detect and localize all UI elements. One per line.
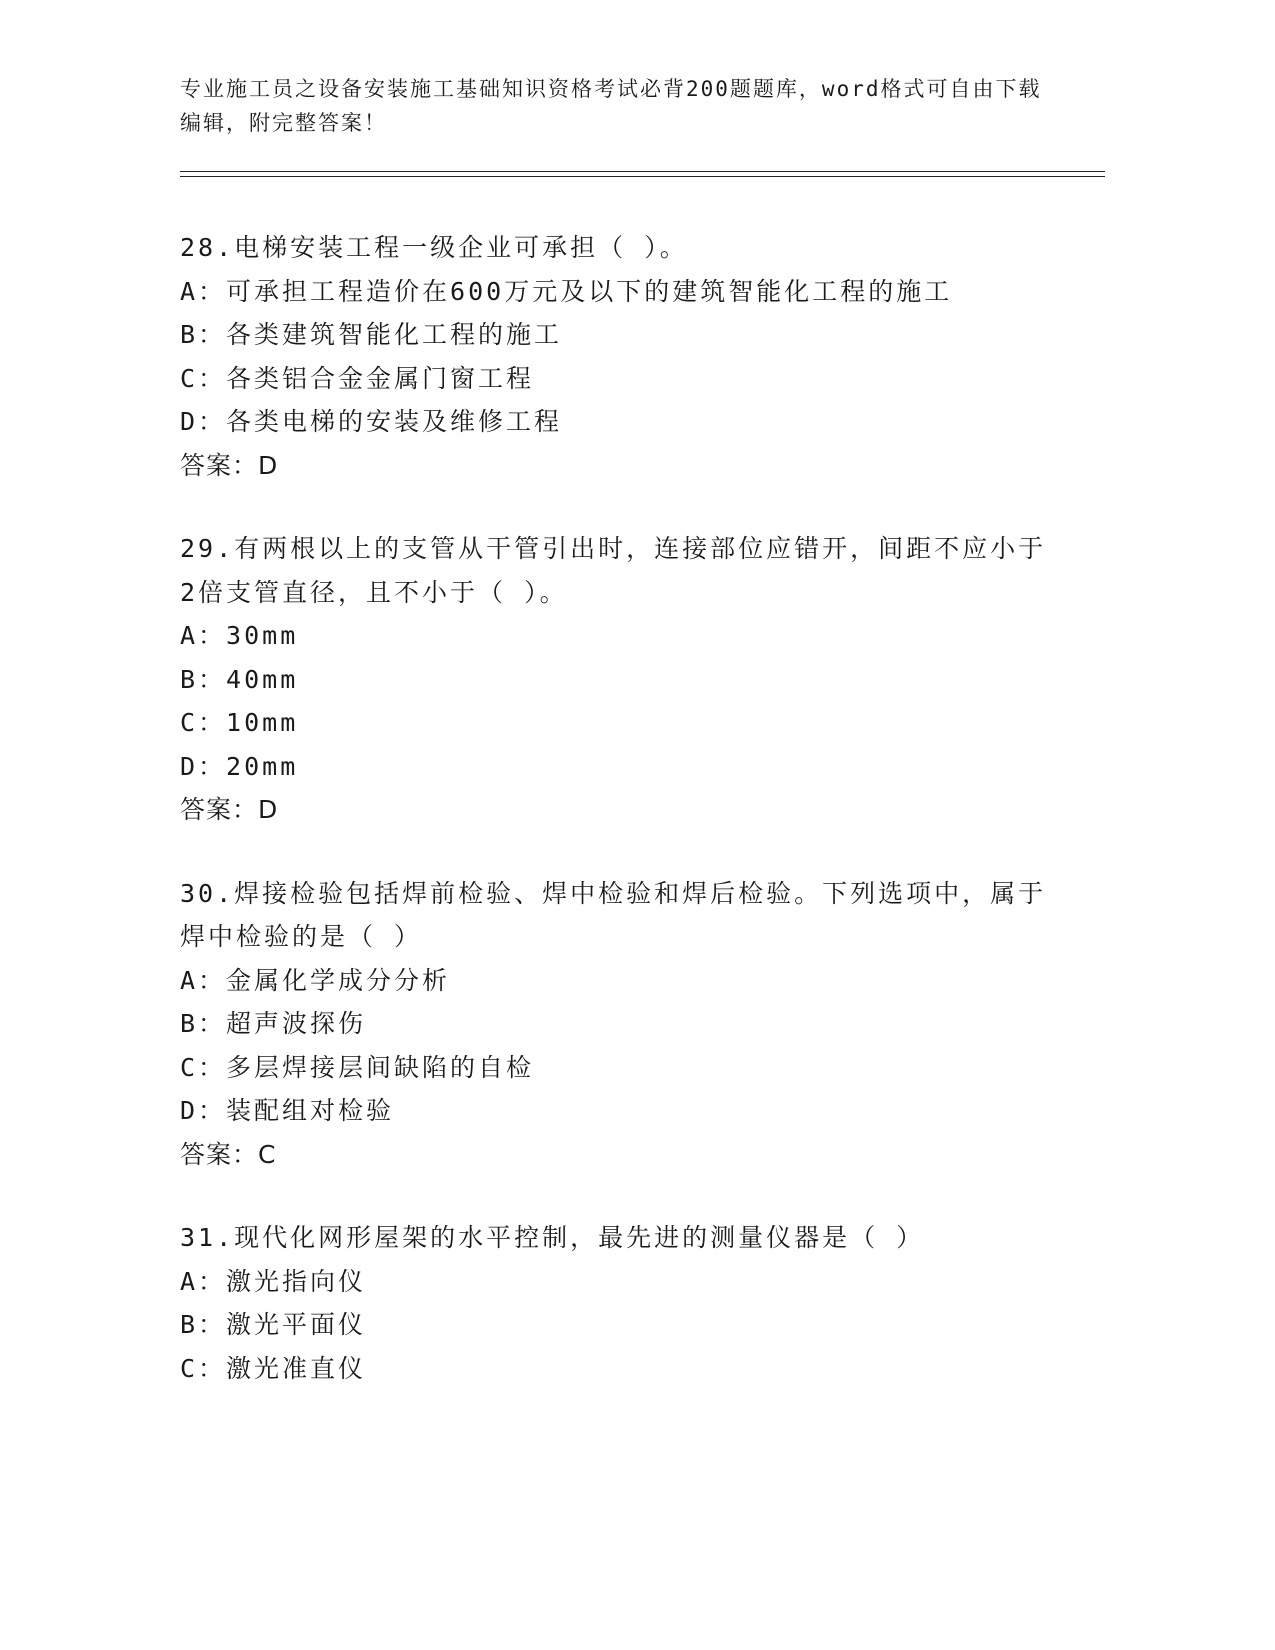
- question-30: [180, 872, 1060, 1177]
- option-b: B：激光平面仪: [180, 1310, 367, 1339]
- question-stem: 30.焊接检验包括焊前检验、焊中检验和焊后检验。下列选项中，属于焊中检验的是（ ）: [180, 878, 1047, 951]
- option-a: A：激光指向仪: [180, 1266, 367, 1296]
- question-list: [180, 226, 1060, 1430]
- option-b: B：40mm: [180, 664, 299, 694]
- question-stem: 31.现代化网形屋架的水平控制，最先进的测量仪器是（ ）: [180, 1223, 925, 1252]
- header-rule-bottom: [180, 176, 1105, 177]
- option-b: B：超声波探伤: [180, 1009, 367, 1038]
- answer-line: 答案：D: [180, 450, 279, 480]
- document-header: 专业施工员之设备安装施工基础知识资格考试必背200题题库，word格式可自由下载编辑，附完整答案！: [180, 77, 1042, 135]
- answer-line: 答案：C: [180, 1139, 277, 1169]
- option-a: A：金属化学成分分析: [180, 965, 451, 995]
- question-31: [180, 1216, 1060, 1390]
- option-d: D：20mm: [180, 751, 299, 781]
- header-rule-top: [180, 171, 1105, 172]
- question-29: [180, 527, 1060, 832]
- question-stem: 28.电梯安装工程一级企业可承担（ ）。: [180, 233, 688, 262]
- answer-line: 答案：D: [180, 795, 279, 824]
- question-28: [180, 226, 1060, 487]
- option-b: B：各类建筑智能化工程的施工: [180, 320, 563, 349]
- option-c: C：10mm: [180, 708, 299, 737]
- option-a: A：可承担工程造价在600万元及以下的建筑智能化工程的施工: [180, 276, 953, 306]
- question-stem: 29.有两根以上的支管从干管引出时，连接部位应错开，间距不应小于2倍支管直径，且不小于（ ）。: [180, 534, 1047, 607]
- option-c: C：各类铝合金金属门窗工程: [180, 363, 535, 393]
- option-a: A：30mm: [180, 621, 299, 650]
- option-d: D：各类电梯的安装及维修工程: [180, 407, 563, 436]
- option-c: C：激光准直仪: [180, 1353, 367, 1383]
- option-c: C：多层焊接层间缺陷的自检: [180, 1052, 535, 1082]
- option-d: D：装配组对检验: [180, 1096, 395, 1125]
